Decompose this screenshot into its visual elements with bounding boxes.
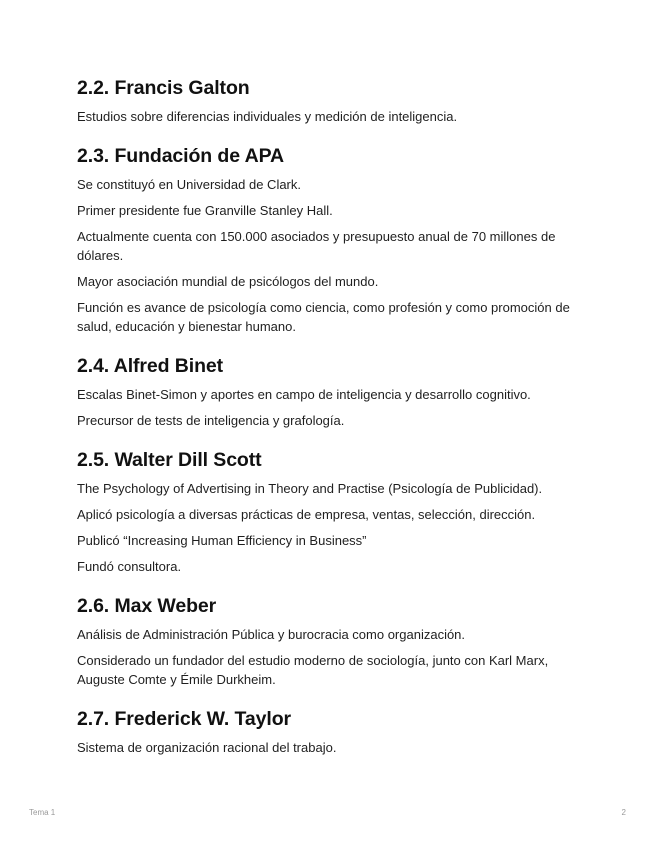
paragraph: Primer presidente fue Granville Stanley Hall. xyxy=(77,203,333,218)
section-walter-dill-scott xyxy=(77,446,587,576)
footer-page-number: 2 xyxy=(621,808,626,817)
paragraph: Mayor asociación mundial de psicólogos del mundo. xyxy=(77,274,379,289)
paragraph: Fundó consultora. xyxy=(77,559,182,574)
section-alfred-binet xyxy=(77,352,587,430)
paragraph: Publicó “Increasing Human Efficiency in Business” xyxy=(77,533,367,548)
paragraph: Función es avance de psicología como ciencia, como profesión y como promoción de salud, educación y bienestar humano. xyxy=(77,300,570,334)
footer-chapter-label: Tema 1 xyxy=(29,808,56,817)
section-heading: 2.7. Frederick W. Taylor xyxy=(77,708,291,730)
section-heading: 2.3. Fundación de APA xyxy=(77,145,285,167)
paragraph: Análisis de Administración Pública y burocracia como organización. xyxy=(77,627,466,642)
paragraph: Considerado un fundador del estudio moderno de sociología, junto con Karl Marx, Auguste Comte y Émile Durkheim. xyxy=(77,653,549,687)
paragraph: Precursor de tests de inteligencia y grafología. xyxy=(77,413,345,428)
section-frederick-taylor xyxy=(77,705,587,757)
paragraph: Aplicó psicología a diversas prácticas de empresa, ventas, selección, dirección. xyxy=(77,507,536,522)
paragraph: Se constituyó en Universidad de Clark. xyxy=(77,177,302,192)
section-fundacion-apa xyxy=(77,142,587,336)
section-heading: 2.5. Walter Dill Scott xyxy=(77,449,262,471)
section-max-weber xyxy=(77,592,587,689)
section-heading: 2.2. Francis Galton xyxy=(77,77,250,99)
section-heading: 2.4. Alfred Binet xyxy=(77,355,224,377)
paragraph: Estudios sobre diferencias individuales y medición de inteligencia. xyxy=(77,109,458,124)
paragraph: Actualmente cuenta con 150.000 asociados y presupuesto anual de 70 millones de dólares. xyxy=(77,229,556,263)
section-heading: 2.6. Max Weber xyxy=(77,595,217,617)
paragraph: The Psychology of Advertising in Theory and Practise (Psicología de Publicidad). xyxy=(77,481,543,496)
document-body xyxy=(77,74,587,757)
paragraph: Sistema de organización racional del trabajo. xyxy=(77,740,337,755)
paragraph: Escalas Binet-Simon y aportes en campo de inteligencia y desarrollo cognitivo. xyxy=(77,387,531,402)
section-francis-galton xyxy=(77,74,587,126)
